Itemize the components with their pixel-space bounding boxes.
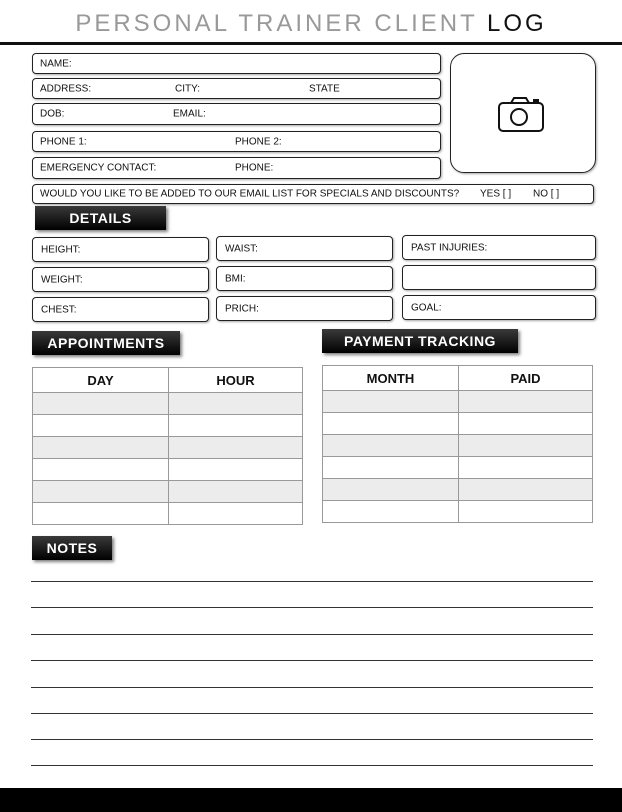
table-header-row <box>323 366 593 391</box>
table-row[interactable] <box>323 435 593 457</box>
appointments-table <box>32 367 303 525</box>
height-field[interactable] <box>32 237 209 262</box>
day-cell[interactable] <box>33 503 169 525</box>
day-cell[interactable] <box>33 437 169 459</box>
day-cell[interactable] <box>33 393 169 415</box>
note-line[interactable] <box>31 634 593 635</box>
name-field[interactable] <box>32 53 441 74</box>
waist-label: WAIST: <box>225 243 258 254</box>
name-label: NAME: <box>40 58 72 69</box>
col-month: MONTH <box>323 366 459 391</box>
note-line[interactable] <box>31 660 593 661</box>
bmi-field[interactable] <box>216 266 393 291</box>
mailing-list-field[interactable] <box>32 184 594 204</box>
no-checkbox[interactable]: NO [ ] <box>533 188 560 200</box>
phone-field[interactable] <box>32 131 441 152</box>
address-label: ADDRESS: <box>40 83 92 94</box>
title-light: PERSONAL TRAINER CLIENT <box>75 10 487 37</box>
month-cell[interactable] <box>323 413 459 435</box>
hour-cell[interactable] <box>169 415 303 437</box>
footer-bar <box>0 788 622 812</box>
month-cell[interactable] <box>323 479 459 501</box>
paid-cell[interactable] <box>459 501 593 523</box>
dob-label: DOB: <box>40 108 65 120</box>
month-cell[interactable] <box>323 391 459 413</box>
yes-checkbox[interactable]: YES [ ] <box>480 188 512 200</box>
table-row[interactable] <box>323 391 593 413</box>
past-injuries-extra-field[interactable] <box>402 265 596 290</box>
paid-cell[interactable] <box>459 413 593 435</box>
note-line[interactable] <box>31 687 593 688</box>
prich-field[interactable] <box>216 296 393 321</box>
payment-tracking-heading: PAYMENT TRACKING <box>322 329 518 353</box>
month-cell[interactable] <box>323 435 459 457</box>
title-dark: LOG <box>486 10 547 37</box>
day-cell[interactable] <box>33 415 169 437</box>
payment-table <box>322 365 593 523</box>
phone2-label: PHONE 2: <box>235 136 282 147</box>
city-label: CITY: <box>175 83 201 94</box>
table-row[interactable] <box>33 459 303 481</box>
details-heading: DETAILS <box>35 206 166 230</box>
emergency-label: EMERGENCY CONTACT: <box>40 162 157 174</box>
hour-cell[interactable] <box>169 459 303 481</box>
waist-field[interactable] <box>216 236 393 261</box>
table-row[interactable] <box>323 479 593 501</box>
note-line[interactable] <box>31 765 593 766</box>
paid-cell[interactable] <box>459 435 593 457</box>
emergency-phone-label: PHONE: <box>235 162 274 174</box>
table-row[interactable] <box>33 393 303 415</box>
mailing-question: WOULD YOU LIKE TO BE ADDED TO OUR EMAIL LIST FOR SPECIALS AND DISCOUNTS? <box>40 188 460 200</box>
dob-email-field[interactable] <box>32 103 441 125</box>
hour-cell[interactable] <box>169 393 303 415</box>
chest-label: CHEST: <box>41 304 77 315</box>
bmi-label: BMI: <box>225 273 246 284</box>
day-cell[interactable] <box>33 459 169 481</box>
hour-cell[interactable] <box>169 503 303 525</box>
paid-cell[interactable] <box>459 457 593 479</box>
weight-field[interactable] <box>32 267 209 292</box>
paid-cell[interactable] <box>459 479 593 501</box>
address-field[interactable] <box>32 78 441 99</box>
state-label: STATE <box>309 83 340 94</box>
col-hour: HOUR <box>169 368 303 393</box>
header-rule <box>0 42 622 45</box>
past-injuries-label: PAST INJURIES: <box>411 242 488 253</box>
phone1-label: PHONE 1: <box>40 136 87 147</box>
month-cell[interactable] <box>323 457 459 479</box>
table-row[interactable] <box>33 437 303 459</box>
note-line[interactable] <box>31 739 593 740</box>
note-line[interactable] <box>31 581 593 582</box>
weight-label: WEIGHT: <box>41 274 83 285</box>
note-line[interactable] <box>31 713 593 714</box>
paid-cell[interactable] <box>459 391 593 413</box>
email-label: EMAIL: <box>173 108 206 120</box>
hour-cell[interactable] <box>169 481 303 503</box>
table-row[interactable] <box>323 457 593 479</box>
note-line[interactable] <box>31 607 593 608</box>
goal-label: GOAL: <box>411 302 442 313</box>
notes-heading: NOTES <box>32 536 112 560</box>
prich-label: PRICH: <box>225 303 259 314</box>
table-row[interactable] <box>33 415 303 437</box>
camera-icon <box>497 95 545 133</box>
month-cell[interactable] <box>323 501 459 523</box>
goal-field[interactable] <box>402 295 596 320</box>
past-injuries-field[interactable] <box>402 235 596 260</box>
chest-field[interactable] <box>32 297 209 322</box>
col-paid: PAID <box>459 366 593 391</box>
table-header-row <box>33 368 303 393</box>
page-title <box>0 10 622 38</box>
day-cell[interactable] <box>33 481 169 503</box>
hour-cell[interactable] <box>169 437 303 459</box>
emergency-field[interactable] <box>32 157 441 179</box>
table-row[interactable] <box>33 503 303 525</box>
table-row[interactable] <box>33 481 303 503</box>
col-day: DAY <box>33 368 169 393</box>
height-label: HEIGHT: <box>41 244 81 255</box>
table-row[interactable] <box>323 413 593 435</box>
appointments-heading: APPOINTMENTS <box>32 331 180 355</box>
photo-box[interactable] <box>450 53 596 173</box>
table-row[interactable] <box>323 501 593 523</box>
